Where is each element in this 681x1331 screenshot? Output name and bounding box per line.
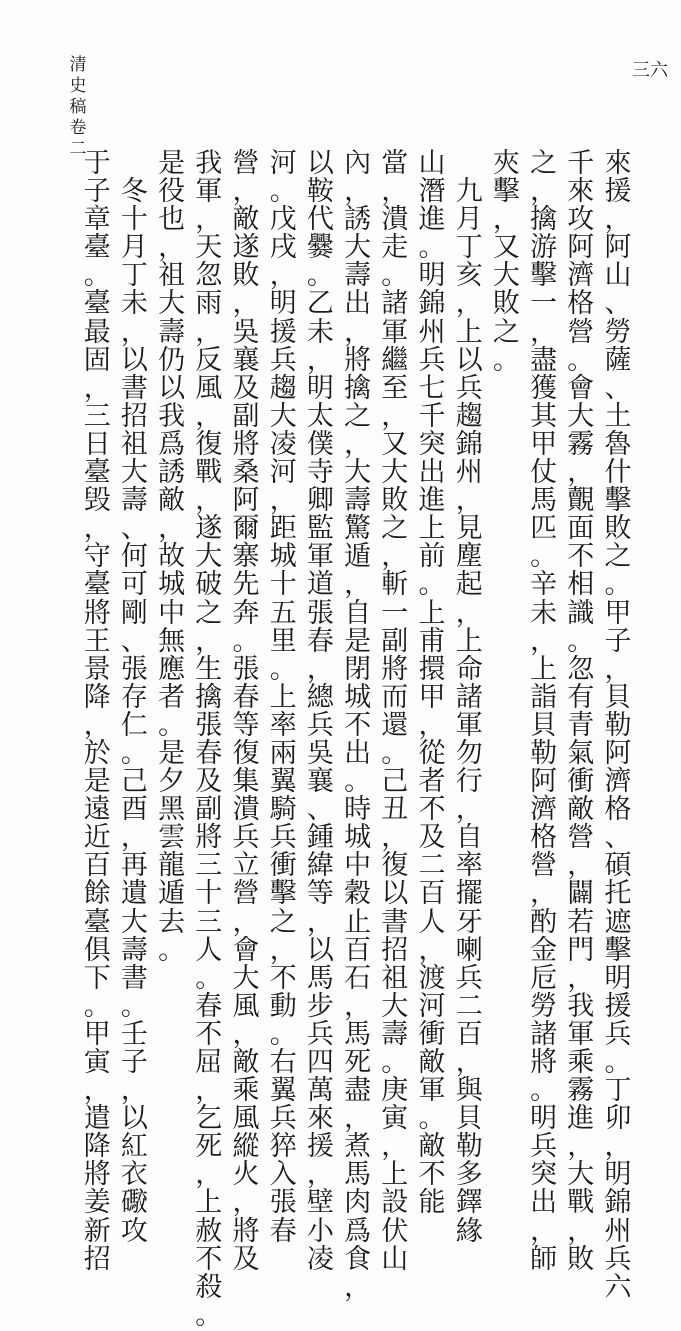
text-column: 來 援 ， 阿 山 、 勞 薩 、 土 魯 什 擊 敗 之 。 甲 子 ， 貝 勒 阿 濟 格 、 碩 托 遮 擊 明 援 兵 。 丁 卯 ， 明 錦 州 兵 六 bbox=[604, 148, 632, 1303]
page-number: 三六 bbox=[632, 60, 668, 81]
text-column: 內 ， 誘 大 壽 出 ， 將 擒 之 ， 大 壽 驚 遁 ， 自 是 閉 城 不 出 。 時 城 中 穀 止 百 石 ， 馬 死 盡 ， 煮 馬 肉 爲 食 ， bbox=[344, 148, 372, 1303]
text-column: 營 ， 敵 遂 敗 ， 吳 襄 及 副 將 桑 阿 爾 寨 先 奔 。 張 春 等 復 集 潰 兵 立 營 ， 會 大 風 ， 敵 乘 風 縱 火 ， 將 及 bbox=[232, 148, 260, 1275]
text-column: 是 役 也 ， 祖 大 壽 仍 以 我 爲 誘 敵 ， 故 城 中 無 應 者 。 是 夕 黑 雲 龍 遁 去 。 bbox=[158, 148, 186, 966]
text-column: 以 鞍 代 爨 。 乙 未 ， 明 太 僕 寺 卿 監 軍 道 張 春 ， 總 兵 吳 襄 、 鍾 緯 等 ， 以 馬 步 兵 四 萬 來 援 ， 壁 小 凌 bbox=[306, 148, 334, 1275]
text-column: 河 。 戊 戌 ， 明 援 兵 趨 大 凌 河 ， 距 城 十 五 里 。 上 率 兩 翼 騎 兵 衝 擊 之 ， 不 動 。 右 翼 兵 猝 入 張 春 bbox=[269, 148, 297, 1247]
text-column: 當 ， 潰 走 。 諸 軍 繼 至 ， 又 大 敗 之 ， 斬 一 副 將 而 還 。 己 丑 ， 復 以 書 招 祖 大 壽 。 庚 寅 ， 上 設 伏 山 bbox=[381, 148, 409, 1275]
text-column: 我 軍 ， 天 忽 雨 ， 反 風 ， 復 戰 ， 遂 大 破 之 ， 生 擒 張 春 及 副 將 三 十 三 人 。 春 不 屈 ， 乞 死 ， 上 赦 不 殺 。 bbox=[195, 148, 223, 1331]
text-column: 夾 擊 ， 又 大 敗 之 。 bbox=[492, 148, 520, 376]
text-column: 冬 十 月 丁 未 ， 以 書 招 祖 大 壽 、 何 可 剛 、 張 存 仁 。 己 酉 ， 再 遺 大 壽 書 。 壬 子 ， 以 紅 衣 礮 攻 bbox=[120, 176, 148, 1247]
text-column: 之 ， 擒 游 擊 一 ， 盡 獲 其 甲 仗 馬 匹 。 辛 未 ， 上 詣 貝 勒 阿 濟 格 營 ， 酌 金 卮 勞 諸 將 。 明 兵 突 出 ， 師 bbox=[530, 148, 558, 1275]
text-column: 于 子 章 臺 。 臺 最 固 ， 三 日 臺 毁 ， 守 臺 將 王 景 降 ， 於 是 遠 近 百 餘 臺 俱 下 。 甲 寅 ， 遣 降 將 姜 新 招 bbox=[83, 148, 111, 1275]
text-column: 千 來 攻 阿 濟 格 營 。 會 大 霧 ， 覿 面 不 相 識 。 忽 有 青 氣 衝 敵 營 ， 闢 若 門 ， 我 軍 乘 霧 進 ， 大 戰 ， 敗 bbox=[567, 148, 595, 1275]
running-header: 清 史 稿 卷 二 bbox=[69, 55, 87, 159]
text-column: 山 潛 進 。 明 錦 州 兵 七 千 突 出 進 上 前 。 上 甫 擐 甲 ， 從 者 不 及 二 百 人 ， 渡 河 衝 敵 軍 。 敵 不 能 bbox=[418, 148, 446, 1219]
text-column: 九 月 丁 亥 ， 上 以 兵 趨 錦 州 ， 見 塵 起 ， 上 命 諸 軍 勿 行 ， 自 率 擺 牙 喇 兵 二 百 ， 與 貝 勒 多 鐸 緣 bbox=[455, 176, 483, 1247]
